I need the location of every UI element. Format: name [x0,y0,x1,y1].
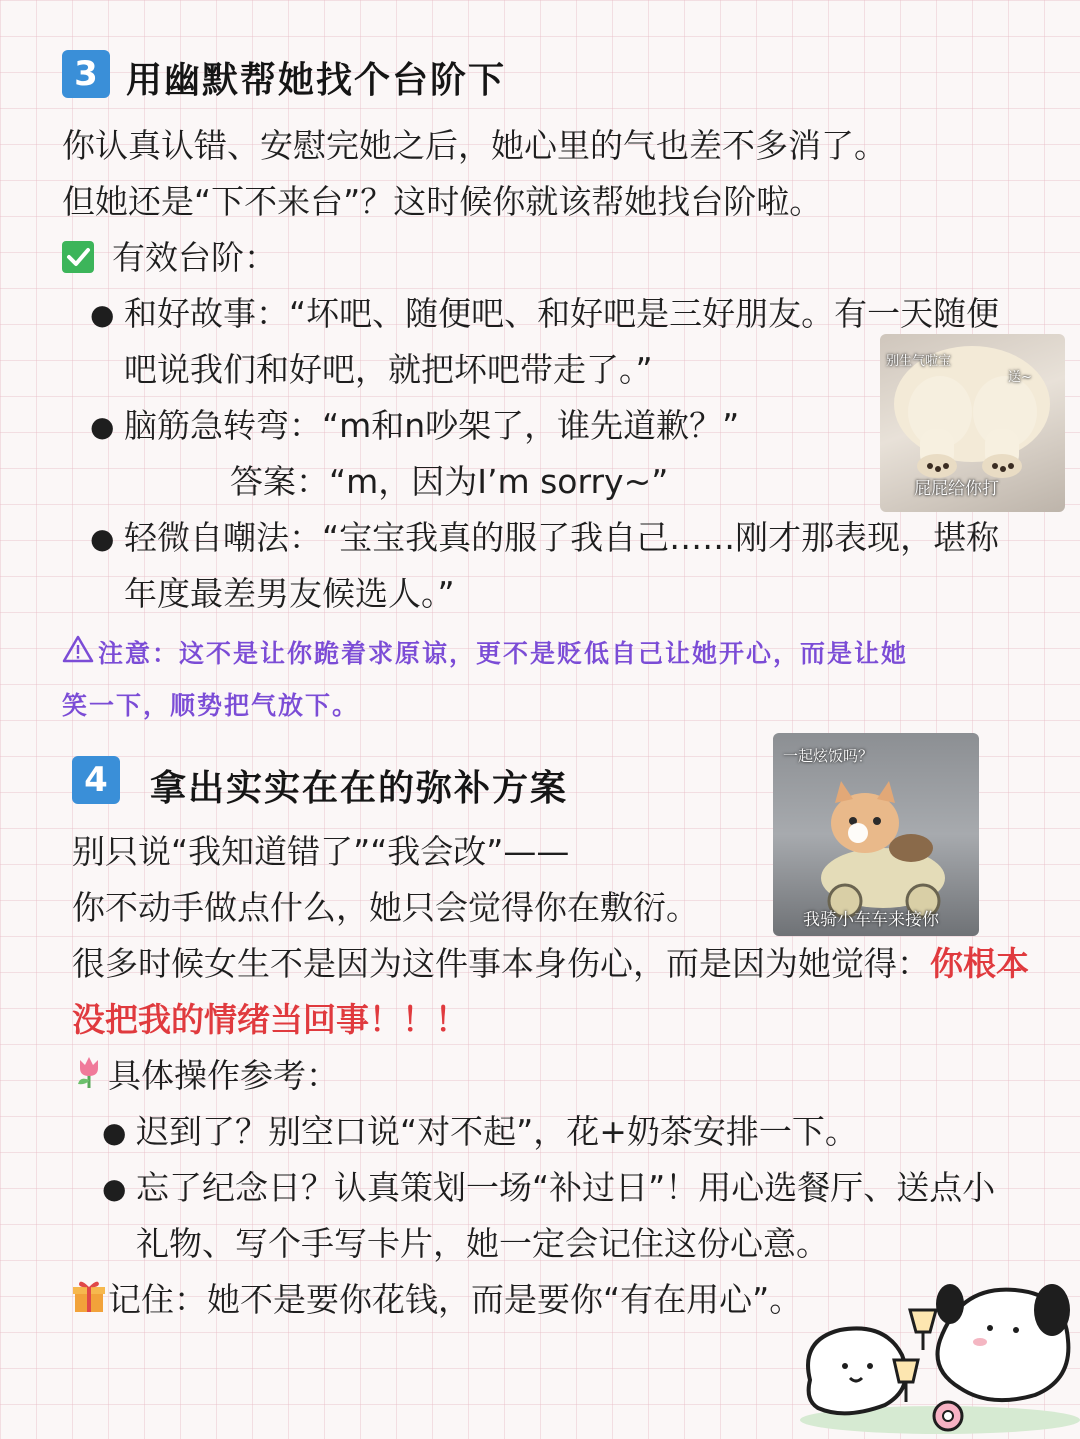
highlight-text: 你根本 [930,944,1029,983]
list-item-line: 吧说我们和好吧，就把坏吧带走了。” [124,350,653,389]
section-3-intro-2: 但她还是“下不来台”？这时候你就该帮她找台阶啦。 [62,182,823,221]
puppies-illustration [790,1270,1080,1435]
note-line-1: 注意：这不是让你跪着求原谅，更不是贬低自己让她开心，而是让她 [98,639,909,668]
sticker-caption-top: 别生气啦宝 [886,354,952,369]
list-item-line: 忘了纪念日？认真策划一场“补过日”！用心选餐厅、送点小 [136,1168,996,1207]
warning-icon [62,634,94,668]
list-item-line: 和好故事：“坏吧、随便吧、和好吧是三好朋友。有一天随便 [124,294,1000,333]
section-4-line-1: 别只说“我知道错了”“我会改”—— [72,832,570,871]
list-item-line: 迟到了？别空口说“对不起”，花+奶茶安排一下。 [136,1112,858,1151]
ops-label: 具体操作参考： [108,1056,339,1095]
bullet-icon: ● [90,298,115,331]
check-label: 有效台阶： [112,238,277,277]
bullet-icon: ● [102,1116,127,1149]
section-4-line-3-text: 很多时候女生不是因为这件事本身伤心，而是因为她觉得： [72,944,930,983]
sticker-caption-side: 送~ [1008,370,1032,385]
bullet-icon: ● [90,410,115,443]
gift-icon [72,1278,106,1318]
section-3-intro-1: 你认真认错、安慰完她之后，她心里的气也差不多消了。 [62,126,887,165]
sticker-caption-top: 一起炫饭吗？ [783,747,874,765]
remember-line: 记住：她不是要你花钱，而是要你“有在用心”。 [108,1280,803,1319]
list-item-line: 年度最差男友候选人。” [124,574,455,613]
note-line-2: 笑一下，顺势把气放下。 [62,691,360,720]
section-3-title: 用幽默帮她找个台阶下 [126,60,507,101]
checkmark-icon [62,241,94,273]
sticker-caption-bottom: 屁屁给你打 [914,479,999,499]
tulip-icon [72,1054,106,1094]
bullet-icon: ● [90,522,115,555]
list-item-line: 答案：“m，因为I’m sorry~” [230,462,669,501]
bullet-icon: ● [102,1172,127,1205]
sticker-caption-bottom: 我骑小车车来接你 [803,910,939,930]
section-4-line-3 [72,936,1029,992]
list-item-line: 脑筋急转弯：“m和n吵架了，谁先道歉？” [124,406,740,445]
section-4-title: 拿出实实在在的弥补方案 [150,768,569,809]
list-item-line: 轻微自嘲法：“宝宝我真的服了我自己……刚才那表现，堪称 [124,518,1000,557]
cat-sticker-image [773,733,979,936]
highlight-line: 没把我的情绪当回事！！！ [72,1000,468,1039]
section-4-badge: 4 [72,756,120,804]
section-3-badge: 3 [62,50,110,98]
dog-sticker-image [880,334,1065,512]
list-item-line: 礼物、写个手写卡片，她一定会记住这份心意。 [136,1224,829,1263]
section-4-line-2: 你不动手做点什么，她只会觉得你在敷衍。 [72,888,699,927]
